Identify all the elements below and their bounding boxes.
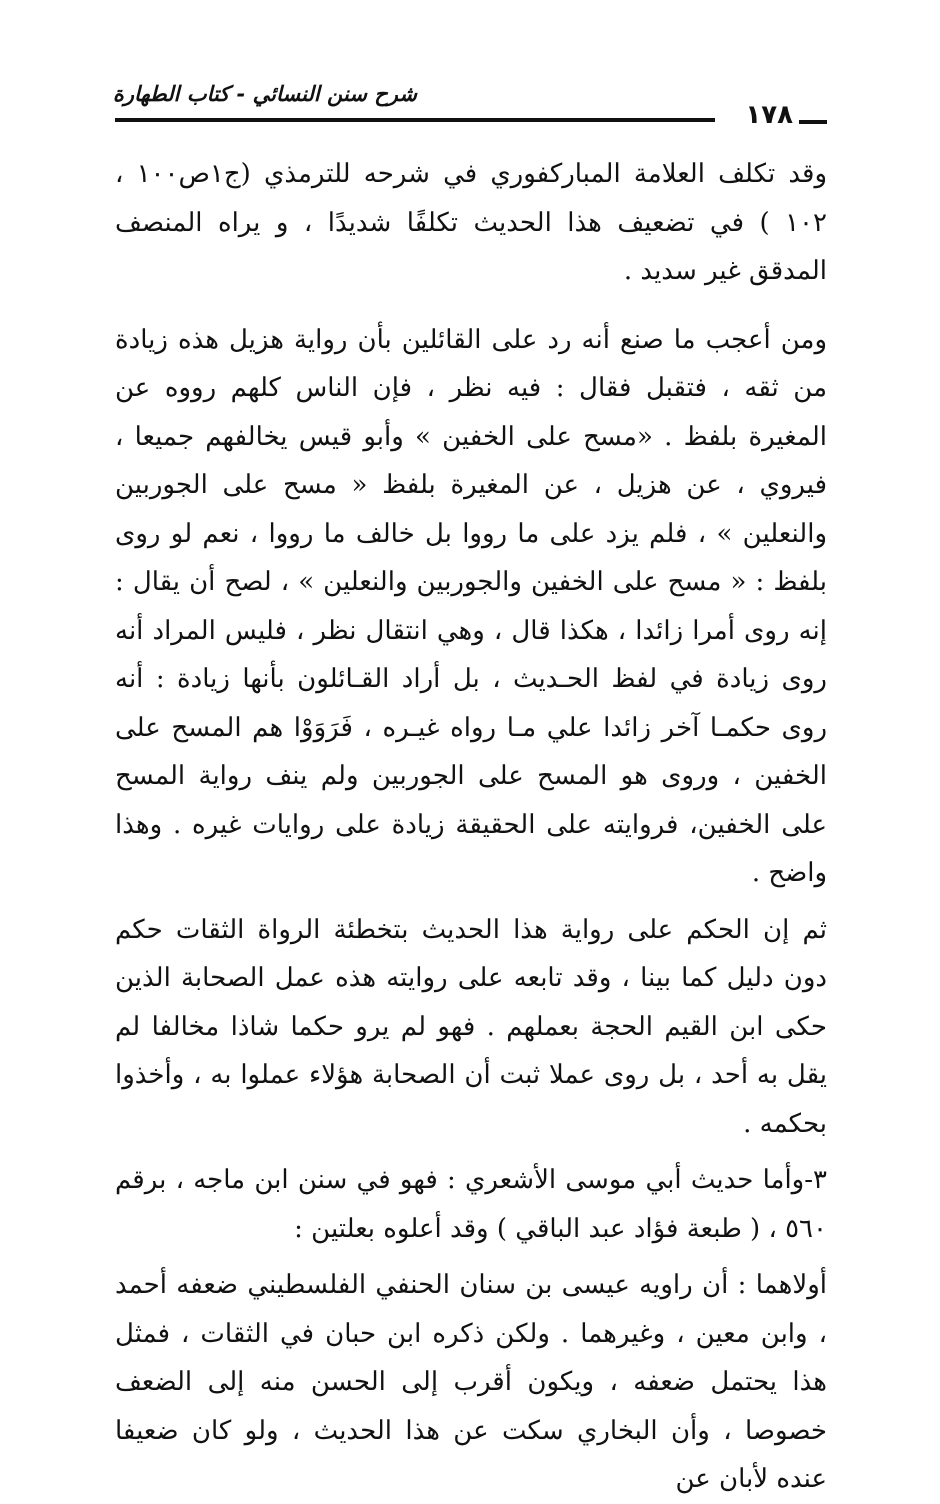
page-number: ١٧٨ bbox=[745, 100, 793, 130]
paragraph-gap bbox=[115, 1148, 827, 1156]
paragraph-3: ثم إن الحكم على رواية هذا الحديث بتخطئة الرواة الثقات حكم دون دليل كما بينا ، وقد تابعه على روايته هذه عمل الصحابة الذين حكى ابن القيم الحجة بعملهم . فهو لم يرو حكما شاذا مخالفا لم يقل به أحد ، بل روى عملا ثبت أن الصحابة هؤلاء عملوا به ، وأخذوا بحكمه . bbox=[115, 914, 827, 1139]
page-number-dash bbox=[799, 120, 827, 124]
paragraph-gap bbox=[115, 898, 827, 906]
paragraph-4: ٣-وأما حديث أبي موسى الأشعري : فهو في سنن ابن ماجه ، برقم ٥٦٠ ، ( طبعة فؤاد عبد الباقي ) وقد أعلوه بعلتين : bbox=[115, 1165, 827, 1244]
paragraph-2: ومن أعجب ما صنع أنه رد على القائلين بأن رواية هزيل هذه زيادة من ثقه ، فتقبل فقال : فيه نظر ، فإن الناس كلهم رووه عن المغيرة بلفظ . «مسح على الخفين » وأبو قيس يخالفهم جميعا ، فيروي ، عن هزيل ، عن المغيرة بلفظ « مسح على الجوربين والنعلين » ، فلم يزد على ما رووا بل خالف ما رووا ، نعم لو روى بلفظ : « مسح على الخفين والجوربين والنعلين » ، لصح أن يقال : إنه روى أمرا زائدا ، هكذا قال ، وهي انتقال نظر ، فليس المراد أنه روى زيادة في لفظ الحـديث ، بل أراد القـائلون بأنها زيادة : أنه روى حكمـا آخر زائدا علي مـا رواه غيـره ، فَرَوَوْا هم المسح على الخفين ، وروى هو المسح على الجوربين ولم ينف رواية المسح على الخفين، فروايته على الحقيقة زيادة على روايات غيره . وهذا واضح . bbox=[115, 324, 827, 888]
page-header bbox=[112, 82, 827, 142]
running-title: شرح سنن النسائي - كتاب الطهارة bbox=[112, 82, 417, 106]
paragraph-gap bbox=[115, 296, 827, 316]
header-rule bbox=[115, 118, 715, 122]
paragraph-gap bbox=[115, 1253, 827, 1261]
paragraph-1: وقد تكلف العلامة المباركفوري في شرحه للترمذي (ج١ص١٠٠ ، ١٠٢ ) في تضعيف هذا الحديث تكلفًا شديدًا ، و يراه المنصف المدقق غير سديد . bbox=[115, 159, 828, 286]
page-body bbox=[115, 150, 827, 1504]
paragraph-5: أولاهما : أن راويه عيسى بن سنان الحنفي الفلسطيني ضعفه أحمد ، وابن معين ، وغيرهما . ولكن ذكره ابن حبان في الثقات ، فمثل هذا يحتمل ضعفه ، ويكون أقرب إلى الحسن منه إلى الضعف خصوصا ، وأن البخاري سكت عن هذا الحديث ، ولو كان ضعيفا عنده لأبان عن bbox=[115, 1270, 827, 1494]
